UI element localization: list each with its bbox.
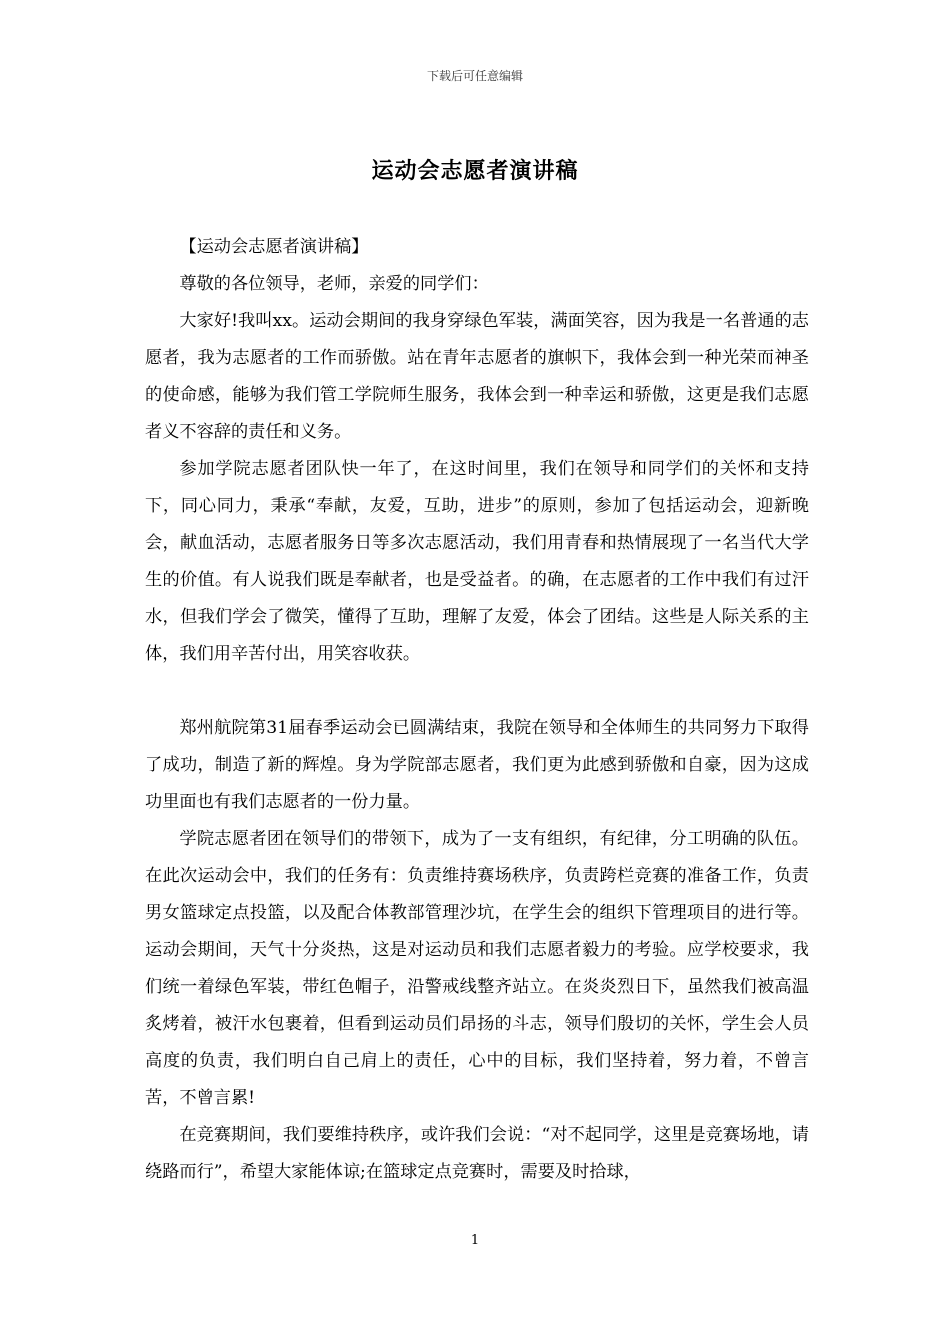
paragraph-competition: 在竞赛期间，我们要维持秩序，或许我们会说：“对不起同学，这里是竞赛场地，请绕路而行”，希望大家能体谅;在篮球定点竞赛时，需要及时拾球， [145, 1125, 809, 1182]
paragraph-spacer [145, 673, 809, 710]
document-body [145, 229, 809, 1191]
paragraph-introduction: 大家好!我叫xx。运动会期间的我身穿绿色军装，满面笑容，因为我是一名普通的志愿者，我为志愿者的工作而骄傲。站在青年志愿者的旗帜下，我体会到一种光荣而神圣的使命感，能够为我们管工学院师生服务，我体会到一种幸运和骄傲，这更是我们志愿者义不容辞的责任和义务。 [145, 311, 809, 442]
paragraph-team-experience: 参加学院志愿者团队快一年了，在这时间里，我们在领导和同学们的关怀和支持下，同心同力，秉承“奉献，友爱，互助，进步”的原则，参加了包括运动会，迎新晚会，献血活动，志愿者服务日等多次志愿活动，我们用青春和热情展现了一名当代大学生的价值。有人说我们既是奉献者，也是受益者。的确，在志愿者的工作中我们有过汗水，但我们学会了微笑，懂得了互助，理解了友爱，体会了团结。这些是人际关系的主体，我们用辛苦付出，用笑容收获。 [145, 459, 809, 664]
document-title: 运动会志愿者演讲稿 [371, 158, 579, 184]
paragraph-sports-meet: 郑州航院第31届春季运动会已圆满结束，我院在领导和全体师生的共同努力下取得了成功，制造了新的辉煌。身为学院部志愿者，我们更为此感到骄傲和自豪，因为这成功里面也有我们志愿者的一份力量。 [145, 718, 809, 812]
paragraph-heading: 【运动会志愿者演讲稿】 [179, 237, 369, 257]
paragraph-salutation: 尊敬的各位领导，老师，亲爱的同学们： [179, 274, 489, 294]
paragraph-volunteer-duties: 学院志愿者团在领导们的带领下，成为了一支有组织，有纪律，分工明确的队伍。在此次运动会中，我们的任务有：负责维持赛场秩序，负责跨栏竞赛的准备工作，负责男女篮球定点投篮，以及配合体教部管理沙坑，在学生会的组织下管理项目的进行等。运动会期间，天气十分炎热，这是对运动员和我们志愿者毅力的考验。应学校要求，我们统一着绿色军装，带红色帽子，沿警戒线整齐站立。在炎炎烈日下，虽然我们被高温炙烤着，被汗水包裹着，但看到运动员们昂扬的斗志，领导们殷切的关怀，学生会人员高度的负责，我们明白自己肩上的责任，心中的目标，我们坚持着，努力着，不曾言苦，不曾言累! [145, 829, 809, 1108]
header-note: 下载后可任意编辑 [426, 69, 523, 83]
page-number: 1 [470, 1233, 480, 1248]
